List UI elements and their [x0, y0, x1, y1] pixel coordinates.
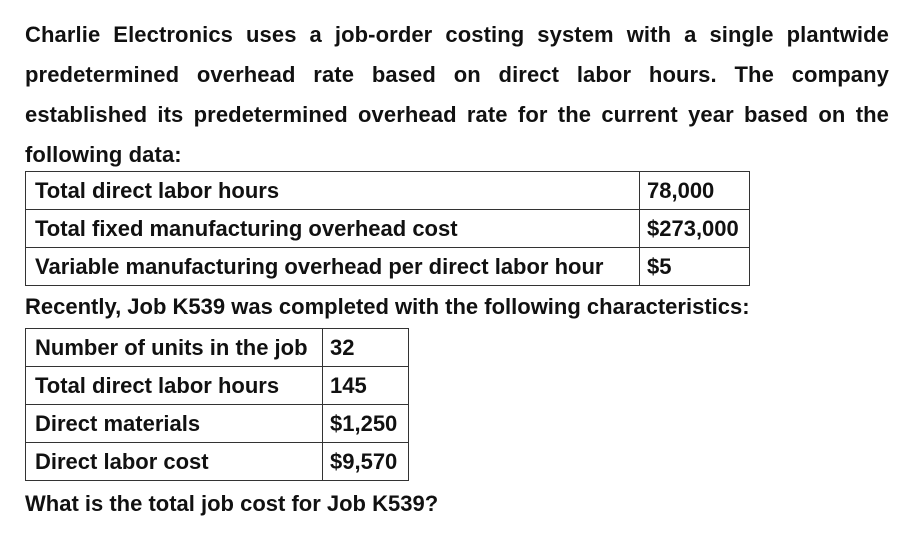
table-row: [26, 210, 750, 248]
table-row: [26, 405, 409, 443]
question-text: What is the total job cost for Job K539?: [25, 491, 439, 516]
row-value: $9,570: [323, 443, 409, 481]
row-label: Direct labor cost: [26, 443, 323, 481]
row-label: Total direct labor hours: [26, 367, 323, 405]
intro-paragraph: Charlie Electronics uses a job-order costing system with a single plantwide predetermined overhead rate based on direct labor hours. The company established its predetermined overhead rate for the current year based on the following data:: [25, 22, 889, 167]
overhead-data-table: [25, 171, 750, 286]
row-value: 78,000: [640, 172, 750, 210]
row-value: $5: [640, 248, 750, 286]
table-row: [26, 443, 409, 481]
table-row: [26, 172, 750, 210]
row-value: $273,000: [640, 210, 750, 248]
row-label: Total direct labor hours: [26, 172, 640, 210]
row-label: Variable manufacturing overhead per direct labor hour: [26, 248, 640, 286]
row-value: 32: [323, 329, 409, 367]
job-characteristics-table: [25, 328, 409, 481]
table-row: [26, 329, 409, 367]
row-label: Direct materials: [26, 405, 323, 443]
row-label: Number of units in the job: [26, 329, 323, 367]
job-intro-sentence: Recently, Job K539 was completed with the following characteristics:: [25, 294, 750, 319]
row-value: 145: [323, 367, 409, 405]
row-value: $1,250: [323, 405, 409, 443]
table-row: [26, 367, 409, 405]
table-row: [26, 248, 750, 286]
row-label: Total fixed manufacturing overhead cost: [26, 210, 640, 248]
